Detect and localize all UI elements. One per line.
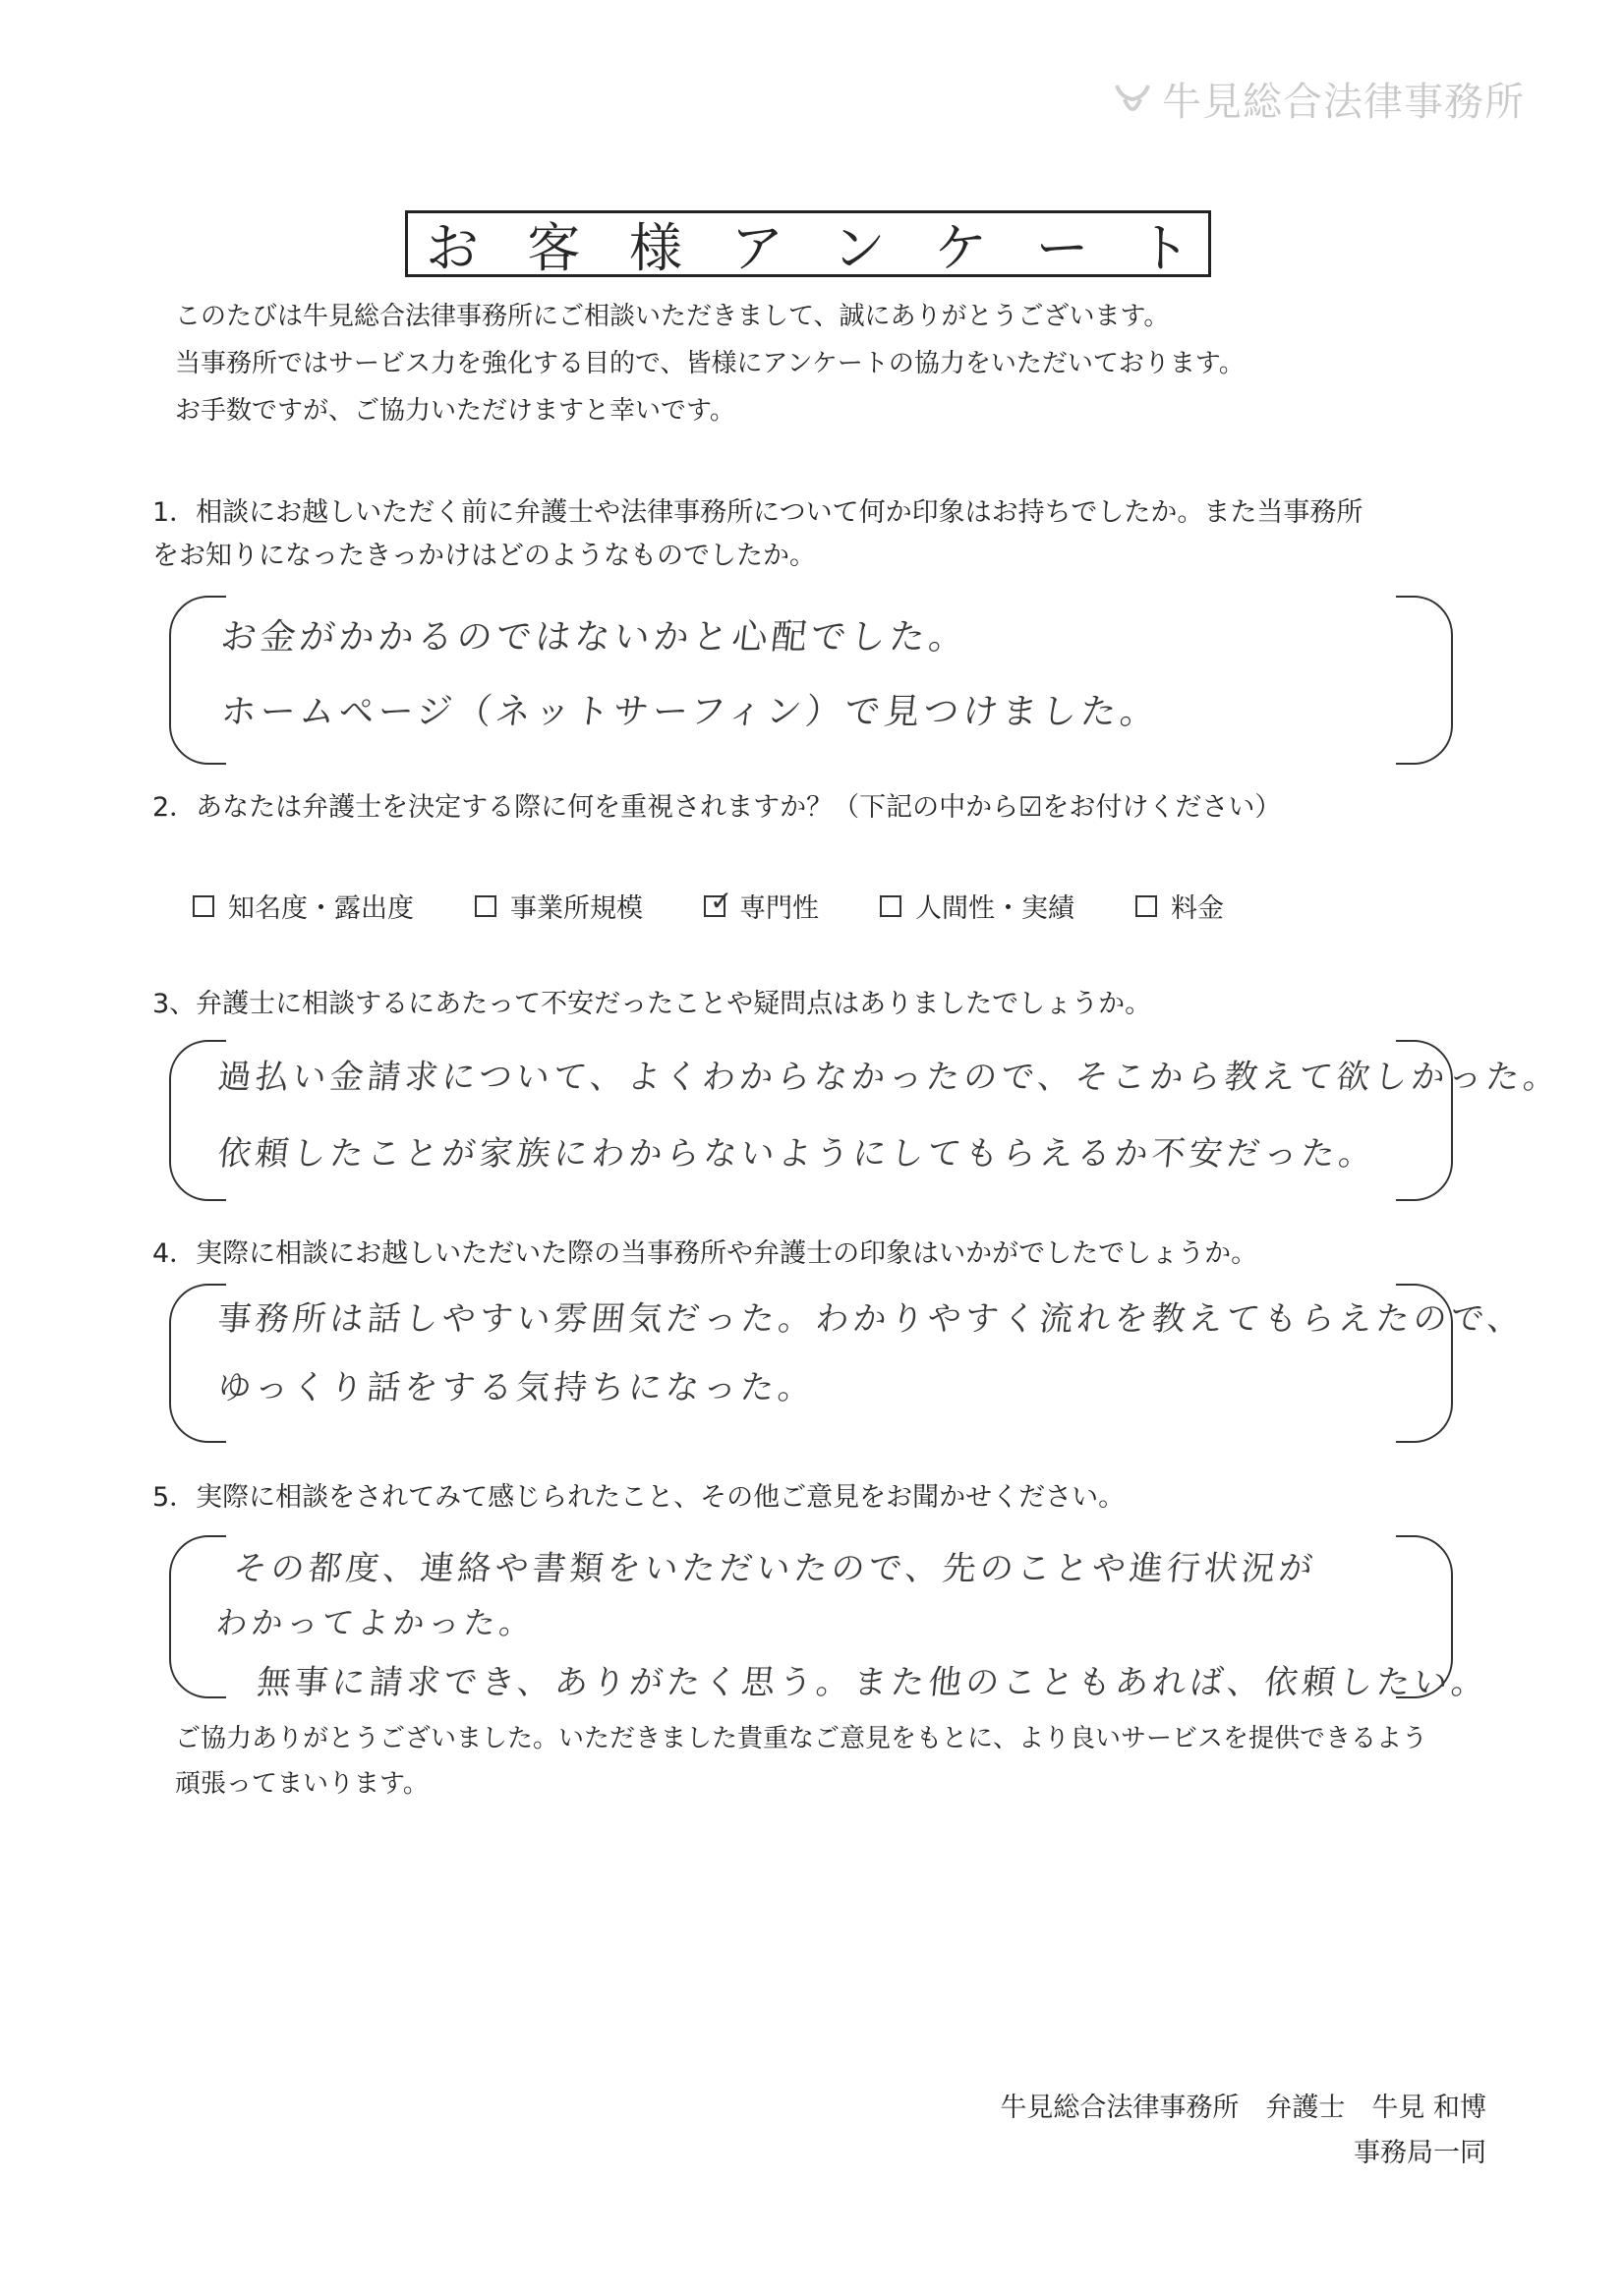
option-label: 知名度・露出度 [228, 893, 414, 924]
question-1-line2: をお知りになったきっかけはどのようなものでしたか。 [152, 541, 816, 571]
answer-1-line1: お金がかかるのではないかと心配でした。 [218, 617, 970, 658]
checkbox[interactable] [1135, 895, 1157, 917]
logo-text: 牛見総合法律事務所 [1162, 80, 1525, 125]
option-label: 人間性・実績 [915, 893, 1074, 924]
checkbox[interactable] [880, 895, 901, 917]
question-4: 4．実際に相談にお越しいただいた際の当事務所や弁護士の印象はいかがでしたでしょうか。 [152, 1238, 1258, 1269]
closing-line: ご協力ありがとうございました。いただきました貴重なご意見をもとに、より良いサービスを提供できるよう [175, 1724, 1428, 1753]
intro-line: このたびは牛見総合法律事務所にご相談いただきまして、誠にありがとうございます。 [175, 302, 1170, 331]
options-row [193, 884, 1285, 925]
answer-1-line2: ホームページ（ネットサーフィン）で見つけました。 [218, 692, 1162, 732]
question-2: 2．あなたは弁護士を決定する際に何を重視されますか？（下記の中から☑をお付けください） [152, 792, 1282, 823]
closing-line: 頑張ってまいります。 [175, 1769, 429, 1799]
survey-title [405, 210, 1211, 277]
answer-4-line1: 事務所は話しやすい雰囲気だった。わかりやすく流れを教えてもらえたので、 [215, 1299, 1528, 1339]
answer-5-line1: その都度、連絡や書類をいただいたので、先のことや進行状況が [231, 1549, 1319, 1588]
title-char: ト [1136, 216, 1190, 279]
answer-5-line3: 無事に請求でき、ありがたく思う。また他のこともあれば、依頼したい。 [255, 1663, 1491, 1702]
signature-firm: 牛見総合法律事務所 弁護士 牛見 和博 [1000, 2093, 1486, 2123]
check-mark-icon: ✓ [710, 884, 733, 917]
firm-logo [1111, 71, 1525, 127]
option-label: 料金 [1171, 893, 1224, 924]
title-char: ケ [934, 216, 988, 279]
closing-text [175, 1716, 1427, 1807]
title-char: ア [730, 216, 784, 279]
signature-staff: 事務局一同 [1354, 2138, 1486, 2168]
option-office-size[interactable] [475, 887, 643, 925]
checkbox-checked[interactable] [704, 884, 733, 917]
option-personality[interactable] [880, 887, 1074, 925]
answer-3-line1: 過払い金請求について、よくわからなかったので、そこから教えて欲しかった。 [215, 1058, 1563, 1097]
title-char: お [426, 216, 479, 279]
title-char: ン [832, 216, 886, 279]
answer-3-line2: 依頼したことが家族にわからないようにしてもらえるか不安だった。 [215, 1134, 1378, 1174]
intro-text [175, 293, 1245, 434]
answer-5-line2: わかってよかった。 [213, 1604, 537, 1641]
title-char: 様 [628, 216, 682, 279]
title-char: ー [1035, 216, 1089, 279]
question-1-line1: 1．相談にお越しいただく前に弁護士や法律事務所について何か印象はお持ちでしたか。また当事務所 [152, 497, 1363, 528]
checkbox[interactable] [193, 895, 214, 917]
title-char: 客 [527, 216, 581, 279]
bull-logo-icon [1111, 78, 1154, 121]
question-3: 3、弁護士に相談するにあたって不安だったことや疑問点はありましたでしょうか。 [152, 989, 1152, 1019]
question-1 [152, 491, 1363, 578]
option-awareness[interactable] [193, 887, 414, 925]
answer-4-line2: ゆっくり話をする気持ちになった。 [215, 1368, 818, 1407]
checkbox[interactable] [475, 895, 496, 917]
question-5: 5．実際に相談をされてみて感じられたこと、その他ご意見をお聞かせください。 [152, 1482, 1126, 1513]
option-label: 事業所規模 [510, 893, 643, 924]
option-label: 専門性 [739, 893, 819, 924]
option-fee[interactable] [1135, 887, 1224, 925]
intro-line: お手数ですが、ご協力いただけますと幸いです。 [175, 396, 735, 426]
intro-line: 当事務所ではサービス力を強化する目的で、皆様にアンケートの協力をいただいております。 [175, 349, 1245, 378]
option-expertise[interactable] [704, 884, 819, 925]
